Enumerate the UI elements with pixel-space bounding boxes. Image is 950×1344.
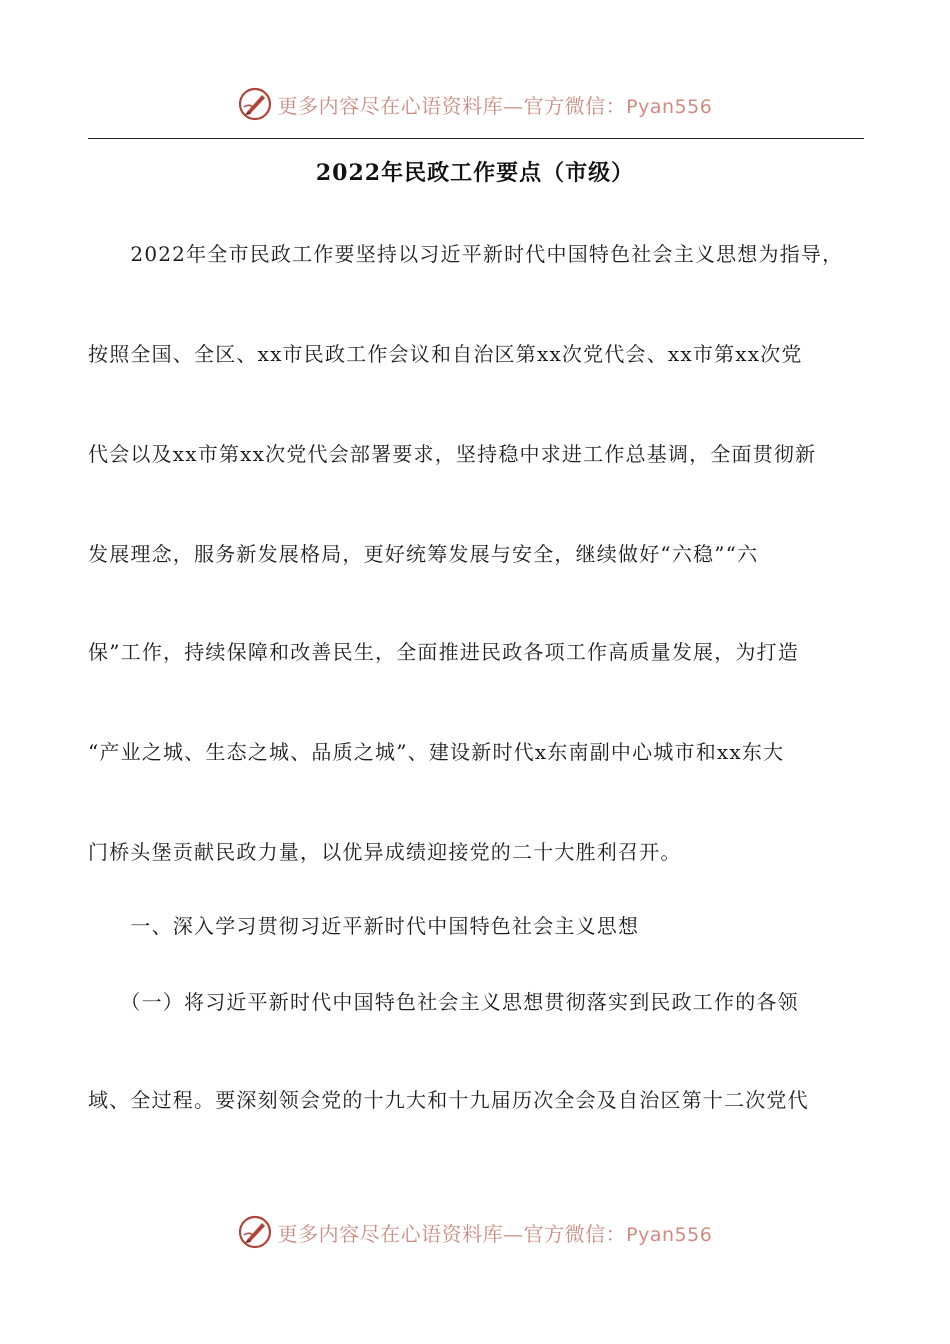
watermark-text-cn: 更多内容尽在心语资料库—官方微信： bbox=[277, 1221, 627, 1246]
body-line: 2022年全市民政工作要坚持以习近平新时代中国特色社会主义思想为指导， bbox=[88, 242, 844, 266]
body-line: 域、全过程。要深刻领会党的十九大和十九届历次全会及自治区第十二次党代 bbox=[88, 1088, 809, 1112]
document-title: 2022年民政工作要点（市级） bbox=[315, 160, 635, 186]
body-line: 按照全国、全区、xx市民政工作会议和自治区第xx次党代会、xx市第xx次党 bbox=[88, 342, 803, 366]
body-line: 代会以及xx市第xx次党代会部署要求，坚持稳中求进工作总基调，全面贯彻新 bbox=[88, 442, 817, 466]
watermark-text bbox=[278, 1218, 713, 1247]
body-line: 门桥头堡贡献民政力量，以优异成绩迎接党的二十大胜利召开。 bbox=[88, 840, 682, 864]
watermark-wechat-id: Pyan556 bbox=[626, 95, 713, 118]
quill-pen-logo-icon bbox=[238, 1215, 272, 1249]
watermark-wechat-id: Pyan556 bbox=[626, 1223, 713, 1246]
watermark-text-cn: 更多内容尽在心语资料库—官方微信： bbox=[277, 93, 627, 118]
body-line: （一）将习近平新时代中国特色社会主义思想贯彻落实到民政工作的各领 bbox=[88, 990, 799, 1014]
section-heading: 一、深入学习贯彻习近平新时代中国特色社会主义思想 bbox=[88, 914, 640, 938]
body-line: “产业之城、生态之城、品质之城”、建设新时代x东南副中心城市和xx东大 bbox=[88, 740, 785, 764]
body-line: 发展理念，服务新发展格局，更好统筹发展与安全，继续做好“六稳”“六 bbox=[88, 542, 759, 566]
footer-watermark-banner bbox=[0, 1210, 950, 1254]
body-line: 保”工作，持续保障和改善民生，全面推进民政各项工作高质量发展，为打造 bbox=[88, 640, 800, 664]
quill-pen-logo-icon bbox=[238, 87, 272, 121]
header-watermark-banner bbox=[0, 82, 950, 126]
header-divider bbox=[88, 138, 864, 139]
watermark-text bbox=[278, 90, 713, 119]
